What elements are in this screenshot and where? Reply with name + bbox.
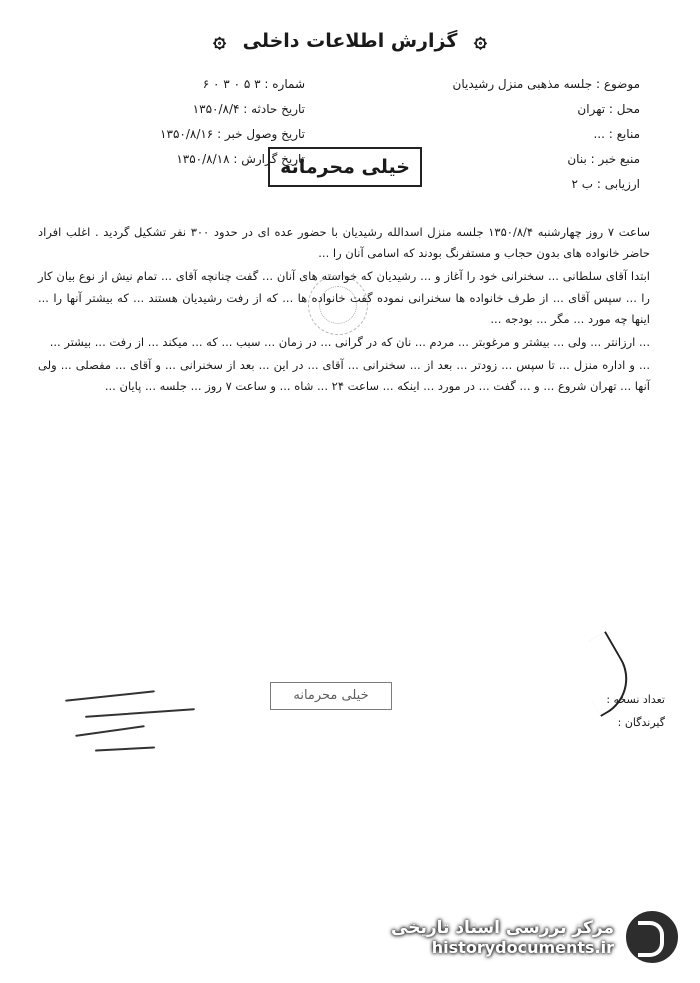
meta-rating: ارزیابی : ب ۲	[571, 177, 640, 191]
meta-incident-date: تاریخ حادثه : ۱۳۵۰/۸/۴	[192, 102, 305, 116]
signature-scribbles	[55, 680, 255, 760]
classification-stamp: خیلی محرمانه	[268, 147, 422, 187]
logo-url: historydocuments.ir	[431, 937, 614, 957]
body-paragraph: ... ارزانتر ... ولی ... بیشتر و مرغوبتر ... مردم ... نان که در گرانی ... در زمان ... سبب ... که ... میکند ... از رفت ... بیشتر ...	[49, 335, 650, 350]
signature-stroke	[75, 725, 145, 737]
title-text: گزارش اطلاعات داخلی	[242, 30, 458, 52]
meta-place: محل : تهران	[577, 102, 640, 116]
copies-label: تعداد نسخه :	[606, 693, 665, 706]
recipients-label: گیرندگان :	[617, 716, 665, 729]
title-ornament-icon: ۞	[213, 28, 226, 53]
signature-stroke	[95, 746, 155, 751]
body-paragraph: ابتدا آقای سلطانی ... سخنرانی خود را آغاز و ... رشیدیان که خواسته های آنان ... گفت چنانچه آقای ... تمام نیش از نوع بیان کار را ... سپس آقای ... از طرف خانواده ها سخنرانی نموده گفت خانواده ها ... که از رفت رشیدیان هستند ... که بیشتر آنها را ... اینها چه مورد ... مگر ... بودجه ...	[38, 269, 650, 326]
signature-stroke	[85, 708, 195, 718]
report-body	[38, 222, 650, 400]
body-paragraph: ... و اداره منزل ... تا سپس ... زودتر ... بعد از ... سخنرانی ... آقای ... در این ... بعد از سخنرانی ... و آقای ... مفصلی ... ولی آنها ... تهران شروع ... و ... گفت ... در مورد ... اینکه ... ساعت ۲۴ ... شاه ... و ساعت ۷ روز ... جلسه ... پایان ...	[38, 358, 650, 394]
meta-sources: منابع : ...	[593, 127, 640, 141]
title-ornament-icon: ۞	[474, 28, 487, 53]
logo-name: مرکز بررسی اسناد تاریخی	[391, 917, 614, 938]
secondary-stamp: خیلی محرمانه	[270, 682, 392, 710]
meta-report-date: تاریخ گزارش : ۱۳۵۰/۸/۱۸	[176, 152, 305, 166]
meta-informant: منبع خبر : بنان	[567, 152, 640, 166]
meta-number: شماره : ۳ ۵ ۰ ۳ ۰ ۶	[202, 77, 305, 91]
meta-subject: موضوع : جلسه مذهبی منزل رشیدیان	[452, 77, 640, 91]
signature-stroke	[65, 690, 155, 701]
logo-icon	[624, 909, 680, 965]
body-paragraph: ساعت ۷ روز چهارشنبه ۱۳۵۰/۸/۴ جلسه منزل اسدالله رشیدیان با حضور عده ای در حدود ۳۰۰ نفر تشکیل گردید . اغلب افراد حاضر خانواده های بدون حجاب و مستفرنگ بودند که اسامی آنان را ...	[38, 225, 650, 261]
watermark-logo	[391, 909, 680, 965]
document-title	[0, 28, 700, 53]
distribution-block	[606, 688, 665, 734]
meta-received-date: تاریخ وصول خبر : ۱۳۵۰/۸/۱۶	[160, 127, 305, 141]
